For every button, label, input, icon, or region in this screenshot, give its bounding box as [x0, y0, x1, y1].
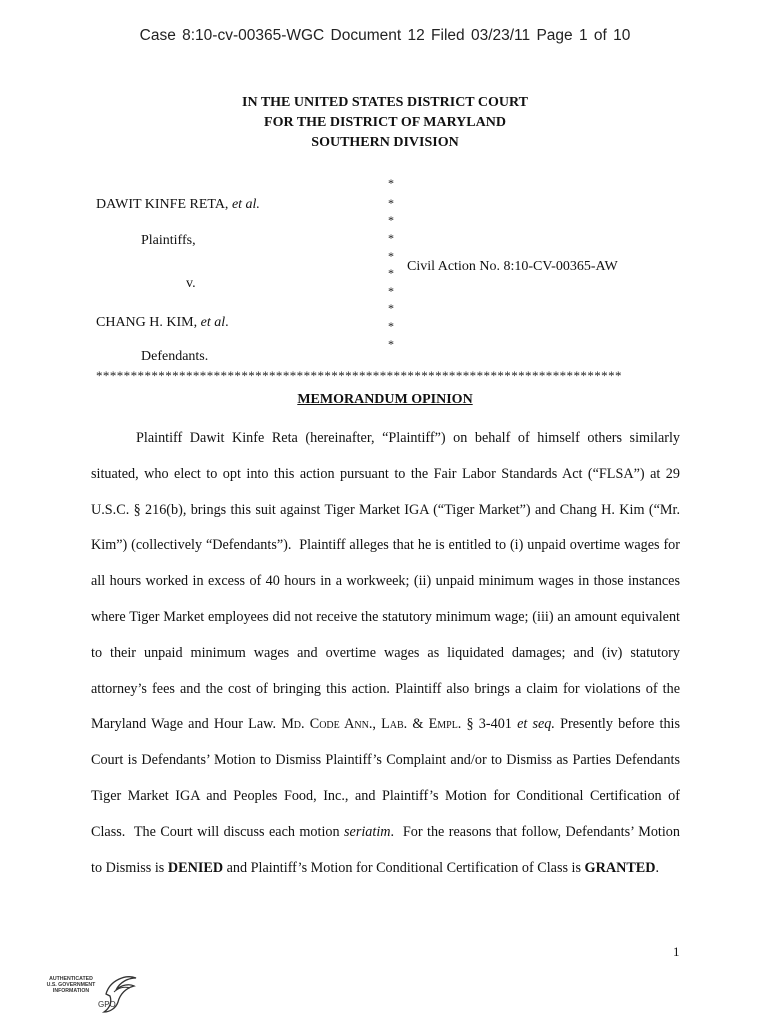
document-header: Case 8:10-cv-00365-WGC Document 12 Filed 03/23/11 Page 1 of 10 [139, 27, 631, 44]
gpo-line-2: U.S. GOVERNMENT [46, 982, 96, 988]
opinion-body [91, 421, 680, 886]
gpo-line-3: INFORMATION [52, 988, 90, 994]
opinion-paragraph [91, 421, 680, 886]
gpo-seal-text [40, 976, 102, 994]
gpo-authentication-seal [40, 972, 140, 1018]
body-sentence-3: . For the reasons that follow, Defendants’ Motion to Dismiss is [91, 823, 680, 876]
et-seq: et seq. [517, 716, 555, 733]
body-sentence-5: . [655, 859, 660, 876]
defendants-label: Defendants. [141, 349, 209, 364]
caption-star: * [388, 337, 394, 351]
plaintiff-name [96, 197, 260, 213]
body-sentence-2: Presently before this Court is Defendants’ Motion to Dismiss Plaintiff’s Complaint and/or to Dismiss as Parties Defendants Tiger Market IGA and Peoples Food, Inc., and Plaintiff’s Motion for Conditional Certification of Class. The Court will discuss each motion [91, 716, 680, 840]
seriatim-term: seriatim [344, 823, 391, 840]
court-name-line-3: SOUTHERN DIVISION [311, 135, 459, 150]
plaintiffs-label: Plaintiffs, [141, 233, 196, 248]
page-number: 1 [673, 944, 680, 959]
defendant-name-text: CHANG H. KIM, [96, 315, 198, 330]
plaintiff-et-al: et al. [231, 197, 260, 212]
caption-star: * [388, 176, 394, 190]
civil-action-number: Civil Action No. 8:10-CV-00365-AW [407, 259, 618, 274]
body-sentence-4: and Plaintiff’s Motion for Conditional Certification of Class is [223, 859, 585, 876]
defendant-name [96, 315, 229, 331]
denied-ruling: DENIED [167, 859, 224, 876]
court-name-line-2: FOR THE DISTRICT OF MARYLAND [264, 115, 506, 130]
defendant-et-al-period: . [225, 315, 229, 330]
caption-star: * [388, 231, 394, 245]
document-title: MEMORANDUM OPINION [297, 392, 473, 407]
caption-star: * [388, 319, 394, 333]
court-name-line-1: IN THE UNITED STATES DISTRICT COURT [242, 95, 528, 110]
granted-ruling: GRANTED [584, 859, 656, 876]
defendant-et-al: et al [200, 315, 226, 330]
caption-star: * [388, 196, 394, 210]
caption-divider: **************************************************************************** [96, 368, 622, 383]
caption-star: * [388, 249, 394, 263]
gpo-line-1: AUTHENTICATED [49, 976, 93, 982]
statute-citation: Md. Code Ann., Lab. & Empl. [281, 716, 462, 733]
caption-star: * [388, 213, 394, 227]
gpo-mark: GPO [98, 1000, 116, 1009]
caption-star: * [388, 266, 394, 280]
gpo-eagle-icon [100, 972, 140, 1016]
body-sentence-1: Plaintiff Dawit Kinfe Reta (hereinafter, “Plaintiff”) on behalf of himself others similarly situated, who elect to opt into this action pursuant to the Fair Labor Standards Act (“FLSA”) at 29 U.S.C. § 216(b), brings this suit against Tiger Market IGA (“Tiger Market”) and Chang H. Kim (“Mr. Kim”) (collectively “Defendants”). Plaintiff alleges that he is entitled to (i) unpaid overtime wages for all hours worked in excess of 40 hours in a workweek; (ii) unpaid minimum wages in those instances where Tiger Market employees did not receive the statutory minimum wage; (iii) an amount equivalent to their unpaid minimum wages and overtime wages as liquidated damages; and (iv) statutory attorney’s fees and the cost of bringing this action. Plaintiff also brings a claim for violations of the Maryland Wage and Hour Law. [91, 430, 680, 733]
caption-star: * [388, 284, 394, 298]
caption-star: * [388, 301, 394, 315]
plaintiff-name-text: DAWIT KINFE RETA, [96, 197, 229, 212]
versus-label: v. [186, 276, 196, 291]
statute-section: § 3-401 [461, 716, 518, 733]
